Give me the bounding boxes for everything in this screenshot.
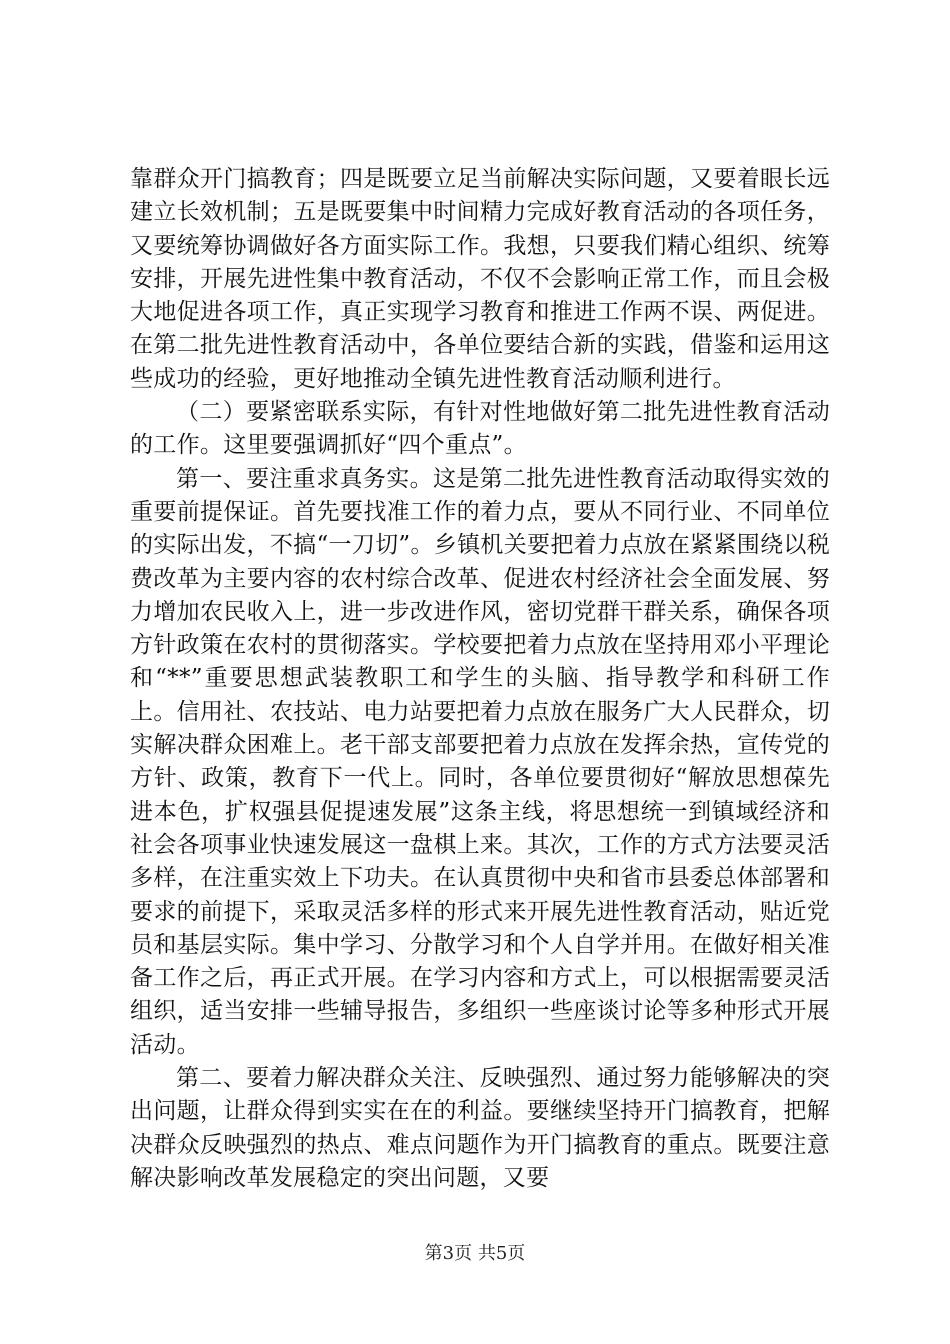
body-text [130, 163, 830, 1195]
paragraph-2: （二）要紧密联系实际，有针对性地做好第二批先进性教育活动的工作。这里要强调抓好“四个重点”。 [130, 399, 830, 459]
page-number: 第3页 共5页 [424, 1243, 526, 1264]
paragraph-1: 靠群众开门搞教育；四是既要立足当前解决实际问题，又要着眼长远建立长效机制；五是既要集中时间精力完成好教育活动的各项任务，又要统筹协调做好各方面实际工作。我想，只要我们精心组织、统筹安排，开展先进性集中教育活动，不仅不会影响正常工作，而且会极大地促进各项工作，真正实现学习教育和推进工作两不误、两促进。在第二批先进性教育活动中，各单位要结合新的实践，借鉴和运用这些成功的经验，更好地推动全镇先进性教育活动顺利进行。 [130, 166, 830, 392]
paragraph-3: 第一、要注重求真务实。这是第二批先进性教育活动取得实效的重要前提保证。首先要找准工作的着力点，要从不同行业、不同单位的实际出发，不搞“一刀切”。乡镇机关要把着力点放在紧紧围绕以税费改革为主要内容的农村综合改革、促进农村经济社会全面发展、努力增加农民收入上，进一步改进作风，密切党群干群关系，确保各项方针政策在农村的贯彻落实。学校要把着力点放在坚持用邓小平理论和“**”重要思想武装教职工和学生的头脑、指导教学和科研工作上。信用社、农技站、电力站要把着力点放在服务广大人民群众，切实解决群众困难上。老干部支部要把着力点放在发挥余热，宣传党的方针、政策，教育下一代上。同时，各单位要贯彻好“解放思想葆先进本色，扩权强县促提速发展”这条主线，将思想统一到镇域经济和社会各项事业快速发展这一盘棋上来。其次，工作的方式方法要灵活多样，在注重实效上下功夫。在认真贯彻中央和省市县委总体部署和要求的前提下，采取灵活多样的形式来开展先进性教育活动，贴近党员和基层实际。集中学习、分散学习和个人自学并用。在做好相关准备工作之后，再正式开展。在学习内容和方式上，可以根据需要灵活组织，适当安排一些辅导报告，多组织一些座谈讨论等多种形式开展活动。 [130, 465, 830, 1058]
page-footer [0, 1242, 950, 1266]
paragraph-4: 第二、要着力解决群众关注、反映强烈、通过努力能够解决的突出问题，让群众得到实实在在的利益。要继续坚持开门搞教育，把解决群众反映强烈的热点、难点问题作为开门搞教育的重点。既要注意解决影响改革发展稳定的突出问题，又要 [130, 1065, 830, 1191]
